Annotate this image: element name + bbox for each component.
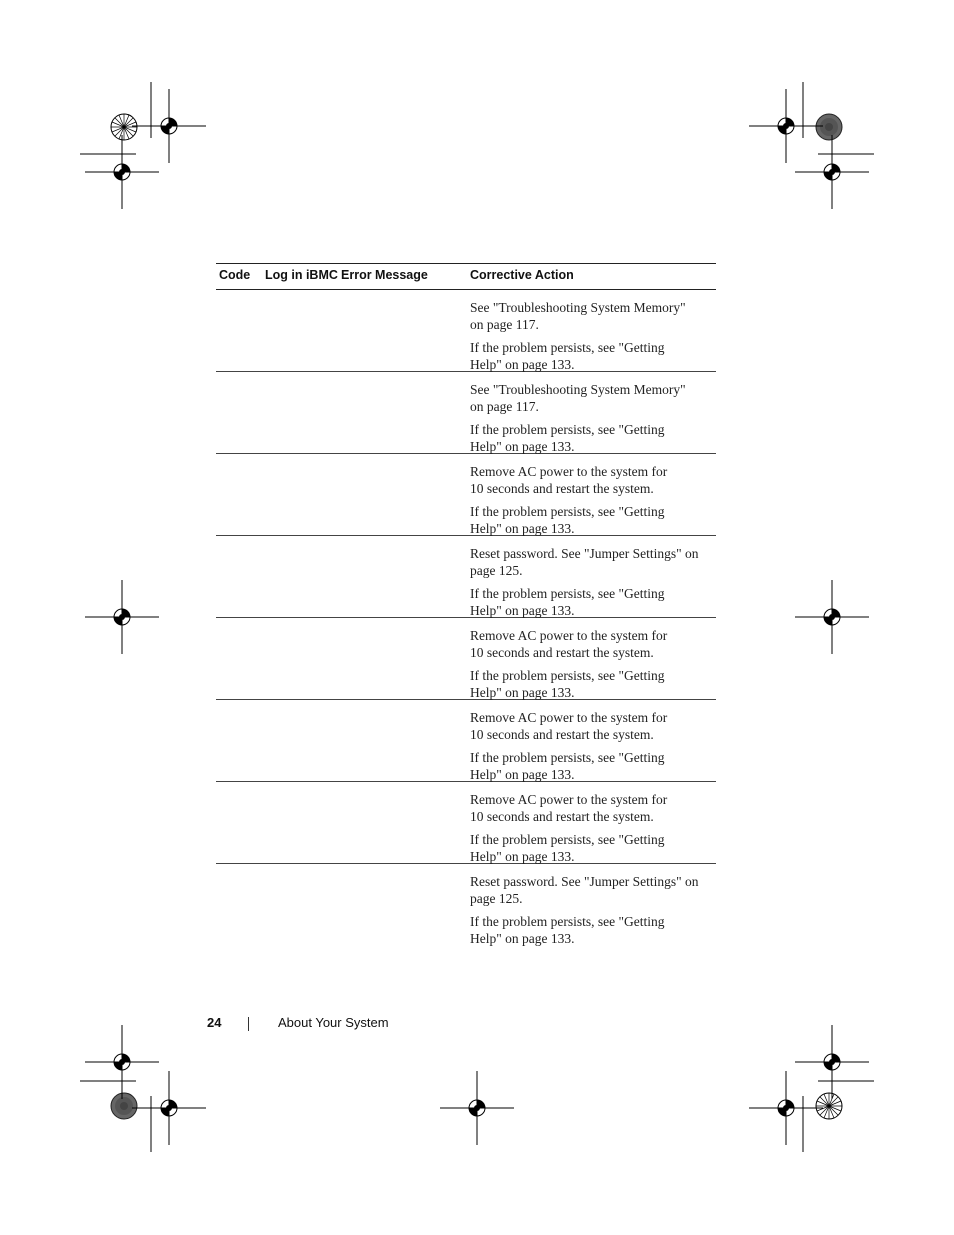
- action-text: Remove AC power to the system for 10 seconds and restart the system.: [470, 628, 668, 660]
- error-table: [216, 263, 716, 946]
- corrective-action-cell: [470, 873, 714, 953]
- section-title: About Your System: [278, 1015, 389, 1030]
- table-row: [216, 864, 716, 946]
- header-corrective-action: Corrective Action: [470, 268, 574, 282]
- corrective-action-cell: [470, 545, 714, 625]
- header-error-message: Error Message: [341, 268, 428, 282]
- corrective-action-cell: [470, 381, 714, 461]
- corrective-action-cell: [470, 627, 714, 707]
- table-row: [216, 372, 716, 454]
- action-followup: If the problem persists, see "Getting Help" on page 133.: [470, 586, 665, 618]
- table-row: [216, 454, 716, 536]
- action-text: See "Troubleshooting System Memory" on page 117.: [470, 300, 686, 332]
- action-text: Remove AC power to the system for 10 seconds and restart the system.: [470, 464, 668, 496]
- action-followup: If the problem persists, see "Getting Help" on page 133.: [470, 832, 665, 864]
- table-row: [216, 782, 716, 864]
- action-text: Reset password. See "Jumper Settings" on page 125.: [470, 546, 699, 578]
- table-header: [216, 263, 716, 290]
- footer-separator: [248, 1017, 249, 1031]
- page-number: 24: [207, 1015, 222, 1030]
- action-followup: If the problem persists, see "Getting Help" on page 133.: [470, 422, 665, 454]
- action-text: Remove AC power to the system for 10 seconds and restart the system.: [470, 792, 668, 824]
- action-followup: If the problem persists, see "Getting Help" on page 133.: [470, 340, 665, 372]
- table-row: [216, 290, 716, 372]
- corrective-action-cell: [470, 709, 714, 789]
- corrective-action-cell: [470, 463, 714, 543]
- corrective-action-cell: [470, 791, 714, 871]
- action-text: See "Troubleshooting System Memory" on page 117.: [470, 382, 686, 414]
- corrective-action-cell: [470, 299, 714, 379]
- action-followup: If the problem persists, see "Getting Help" on page 133.: [470, 914, 665, 946]
- action-text: Reset password. See "Jumper Settings" on page 125.: [470, 874, 699, 906]
- action-followup: If the problem persists, see "Getting Help" on page 133.: [470, 504, 665, 536]
- header-log-in-ibmc: Log in iBMC: [265, 268, 338, 282]
- action-text: Remove AC power to the system for 10 seconds and restart the system.: [470, 710, 668, 742]
- header-code: Code: [219, 268, 251, 282]
- action-followup: If the problem persists, see "Getting Help" on page 133.: [470, 668, 665, 700]
- table-row: [216, 536, 716, 618]
- table-row: [216, 618, 716, 700]
- page-footer: [0, 1015, 954, 1035]
- table-row: [216, 700, 716, 782]
- action-followup: If the problem persists, see "Getting Help" on page 133.: [470, 750, 665, 782]
